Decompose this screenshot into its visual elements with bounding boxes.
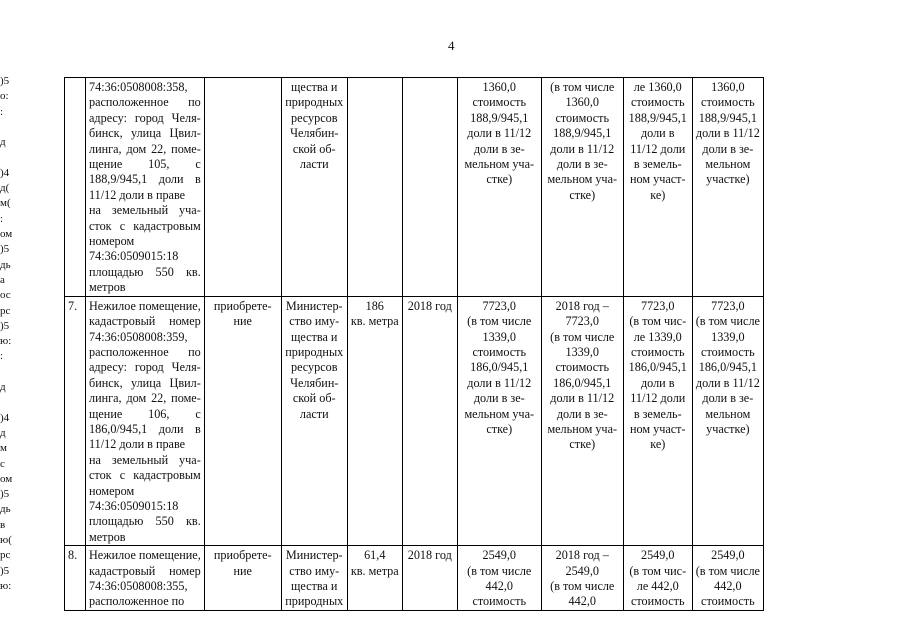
margin-fragment: )4 [0, 412, 10, 424]
margin-fragment: дь [0, 504, 11, 516]
cost-column-4: 7723,0 (в том числе 1339,0 стоимость 186,0/945,1 доли в 11/12 доли в зе- мельном участке) [692, 296, 763, 546]
margin-fragment: д [0, 137, 6, 149]
margin-fragment: : [0, 106, 4, 118]
table-row [65, 78, 764, 297]
table-row [65, 296, 764, 546]
row-number: 7. [65, 296, 86, 546]
acquisition-year [402, 78, 457, 297]
row-number [65, 78, 86, 297]
property-table [64, 77, 764, 611]
owner-organization: Министер- ство иму- щества и природных ресурсов Челябин- ской об- ласти [281, 296, 347, 546]
margin-fragment: с [0, 458, 5, 470]
margin-fragment: )5 [0, 244, 10, 256]
property-area: 61,4 кв. метра [347, 546, 402, 611]
margin-fragment: а [0, 274, 5, 286]
owner-organization: щества и природных ресурсов Челябин- ской об- ласти [281, 78, 347, 297]
margin-fragment: : [0, 213, 4, 225]
margin-fragment: ю( [0, 535, 12, 546]
margin-fragment: о: [0, 91, 9, 103]
property-area [347, 78, 402, 297]
margin-fragment: ом [0, 473, 13, 485]
margin-fragment: ос [0, 290, 11, 302]
margin-fragment: ю: [0, 580, 12, 592]
table-row [65, 546, 764, 611]
property-area: 186 кв. метра [347, 296, 402, 546]
margin-fragment: ом [0, 229, 13, 240]
margin-fragment: )5 [0, 76, 10, 87]
margin-fragment: д [0, 382, 6, 393]
row-number: 8. [65, 546, 86, 611]
cost-column-2: 2018 год – 2549,0 (в том числе 442,0 [541, 546, 623, 611]
cost-column-2: 2018 год – 7723,0 (в том числе 1339,0 стоимость 186,0/945,1 доли в 11/12 доли в зе- мельном уча- стке) [541, 296, 623, 546]
acquisition-basis: приобрете- ние [204, 546, 281, 611]
cost-column-2: (в том числе 1360,0 стоимость 188,9/945,1 доли в 11/12 доли в зе- мельном уча- стке) [541, 78, 623, 297]
property-description: Нежилое помещение, кадастровый номер 74:36:0508008:355, расположенное по [86, 546, 205, 611]
cost-column-3: ле 1360,0 стоимость 188,9/945,1 доли в 11/12 доли в земель- ном участ- ке) [623, 78, 692, 297]
margin-fragment: )5 [0, 320, 10, 332]
margin-fragment: м( [0, 198, 11, 210]
margin-fragment: )5 [0, 489, 10, 501]
margin-fragment: д [0, 427, 6, 439]
margin-fragment: ю: [0, 336, 12, 348]
acquisition-basis: приобрете- ние [204, 296, 281, 546]
margin-fragment: : [0, 351, 4, 363]
acquisition-basis [204, 78, 281, 297]
cost-column-4: 2549,0 (в том числе 442,0 стоимость [692, 546, 763, 611]
property-description: Нежилое помещение, кадастровый номер 74:36:0508008:359, расположенное по адресу: город Челя- бинск, улица Цвил- линга, дом 22, поме- щение 106, с 186,0/945,1 доли в 11/12 доли в праве на земельный уча- сток с кадастровым номером 74:36:0509015:18 площадью 550 кв. метров [86, 296, 205, 546]
margin-fragment: рс [0, 305, 11, 317]
margin-fragment: д( [0, 183, 10, 195]
cost-column-1: 1360,0 стоимость 188,9/945,1 доли в 11/12 доли в зе- мельном уча- стке) [457, 78, 541, 297]
acquisition-year: 2018 год [402, 296, 457, 546]
cost-column-1: 7723,0 (в том числе 1339,0 стоимость 186,0/945,1 доли в 11/12 доли в зе- мельном уча- стке) [457, 296, 541, 546]
margin-fragment: м [0, 443, 7, 455]
cost-column-3: 2549,0 (в том чис- ле 442,0 стоимость [623, 546, 692, 611]
margin-fragment: рс [0, 550, 11, 562]
cost-column-4: 1360,0 стоимость 188,9/945,1 доли в 11/12 доли в зе- мельном участке) [692, 78, 763, 297]
acquisition-year: 2018 год [402, 546, 457, 611]
cost-column-3: 7723,0 (в том чис- ле 1339,0 стоимость 186,0/945,1 доли в 11/12 доли в земель- ном участ- ке) [623, 296, 692, 546]
cost-column-1: 2549,0 (в том числе 442,0 стоимость [457, 546, 541, 611]
owner-organization: Министер- ство иму- щества и природных [281, 546, 347, 611]
margin-fragment: в [0, 519, 6, 531]
margin-fragment: дь [0, 259, 11, 271]
margin-fragment: )5 [0, 565, 10, 577]
margin-fragment: )4 [0, 167, 10, 179]
property-description: 74:36:0508008:358, расположенное по адресу: город Челя- бинск, улица Цвил- линга, дом 22, поме- щение 105, с 188,9/945,1 доли в 11/12 доли в праве на земельный уча- сток с кадастровым номером 74:36:0509015:18 площадью 550 кв. метров [86, 78, 205, 297]
page-number: 4 [448, 38, 455, 53]
